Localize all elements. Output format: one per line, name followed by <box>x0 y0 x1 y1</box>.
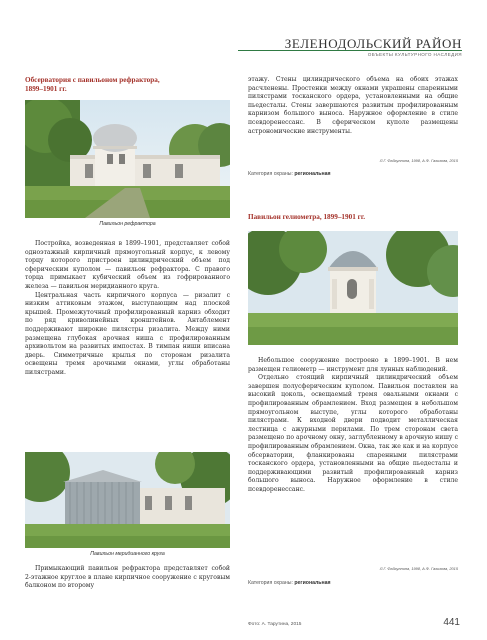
footer-photo-credit: Фото: А. Тарутина, 2015 <box>248 622 302 627</box>
section-subtitle: ОБЪЕКТЫ КУЛЬТУРНОГО НАСЛЕДИЯ <box>367 52 462 57</box>
right-body-text <box>248 357 458 495</box>
photo-refractor-pavilion <box>25 100 230 218</box>
header-rule <box>238 50 462 51</box>
protection-category-1 <box>248 171 458 177</box>
category-1-value: региональная <box>294 171 331 177</box>
left-paragraph-1: Постройка, возведенная в 1899–1901, представляет собой одноэтажный кирпичный прямоугольный корпус, к левому торцу которого пристроен цилиндрический объем под сферическим куполом — павильон рефрактора. С правого торца примыкает кубический объем из гофрированного железа — павильон меридианного круга. <box>25 240 230 290</box>
left-article-heading <box>25 76 230 94</box>
photo-meridian-caption: Павильон меридианного круга <box>90 551 165 557</box>
section-title: ЗЕЛЕНОДОЛЬСКИЙ РАЙОН <box>284 36 462 51</box>
protection-category-2 <box>248 580 458 586</box>
right-credit-2: Л.Г. Файзуллина, 1998, А.Ф. Газизова, 2015 <box>379 566 458 571</box>
left-paragraph-3: Примыкающий павильон рефрактора представляет собой 2-этажное круглое в плане кирпичное сооружение с круговым балконом по второму <box>25 565 230 590</box>
right-paragraph-2: Отдельно стоящий кирпичный цилиндрический объем завершен полусферическим куполом. Павильон поставлен на высокий цоколь, освещаемый тремя овальными окнами с профилированным обрамлением. Вход размещен в небольшом прямоугольном выступе, углы которого обработаны пилястрами. К входной двери подводит металлическая лестница с ажурными перилами. По трем сторонам света размещено по арочному окну, заглубленному в арочную нишу с профилированным обрамлением. Окна, так же как и на корпусе обсерватории, фланкированы спаренными пилястрами тосканского ордера, установленными на общие пьедесталы и поддерживающими развитый профилированный карниз большого выноса. Наружное оформление в стиле псевдоренессанс. <box>248 374 458 493</box>
category-1-label: Категория охраны: <box>248 171 293 177</box>
page-number: 441 <box>443 617 460 628</box>
right-body-top <box>248 76 458 136</box>
category-2-label: Категория охраны: <box>248 580 293 586</box>
right-article-heading: Павильон гелиометра, 1899–1901 гг. <box>248 213 366 221</box>
photo-refractor-caption: Павильон рефрактора <box>99 221 156 227</box>
left-heading-line1: Обсерватория с павильоном рефрактора, <box>25 76 160 84</box>
category-2-value: региональная <box>294 580 331 586</box>
right-credit-1: Л.Г. Файзуллина, 1998, А.Ф. Газизова, 2015 <box>379 158 458 163</box>
right-paragraph-continued: этажу. Стены цилиндрического объема на обоих этажах расчленены. Простенки между окнами украшены спаренными пилястрами тосканского ордера, установленными на общие пьедесталы. Стены завершаются развитым профилированным карнизом большого выноса. Наружное оформление в стиле псевдоренессанс. В сферическом куполе размещены астрономические инструменты. <box>248 76 458 135</box>
left-body-bottom <box>25 565 230 591</box>
left-heading-line2: 1899–1901 гг. <box>25 85 67 93</box>
left-paragraph-2: Центральная часть кирпичного корпуса — ризалит с низким аттиковым этажом, выступающим над плоской крышей. Промежуточный профилированный карниз обходит по ряд криволинейных кронштейнов. Антаблемент поддерживают широкие пилястры ризалита. Между ними размещена глубокая арочная ниша с профилированным архивольтом на развитых импостах. В тимпан ниши вписана дверь. Симметричные крылья по сторонам ризалита освещены тремя арочными окнами, углы обработаны пилястрами. <box>25 291 230 376</box>
left-body-text <box>25 240 230 378</box>
right-paragraph-1: Небольшое сооружение построено в 1899–1901. В нем размещен гелиометр — инструмент для лунных наблюдений. <box>248 357 458 373</box>
photo-heliometer-pavilion <box>248 231 458 345</box>
photo-meridian-pavilion <box>25 452 230 548</box>
